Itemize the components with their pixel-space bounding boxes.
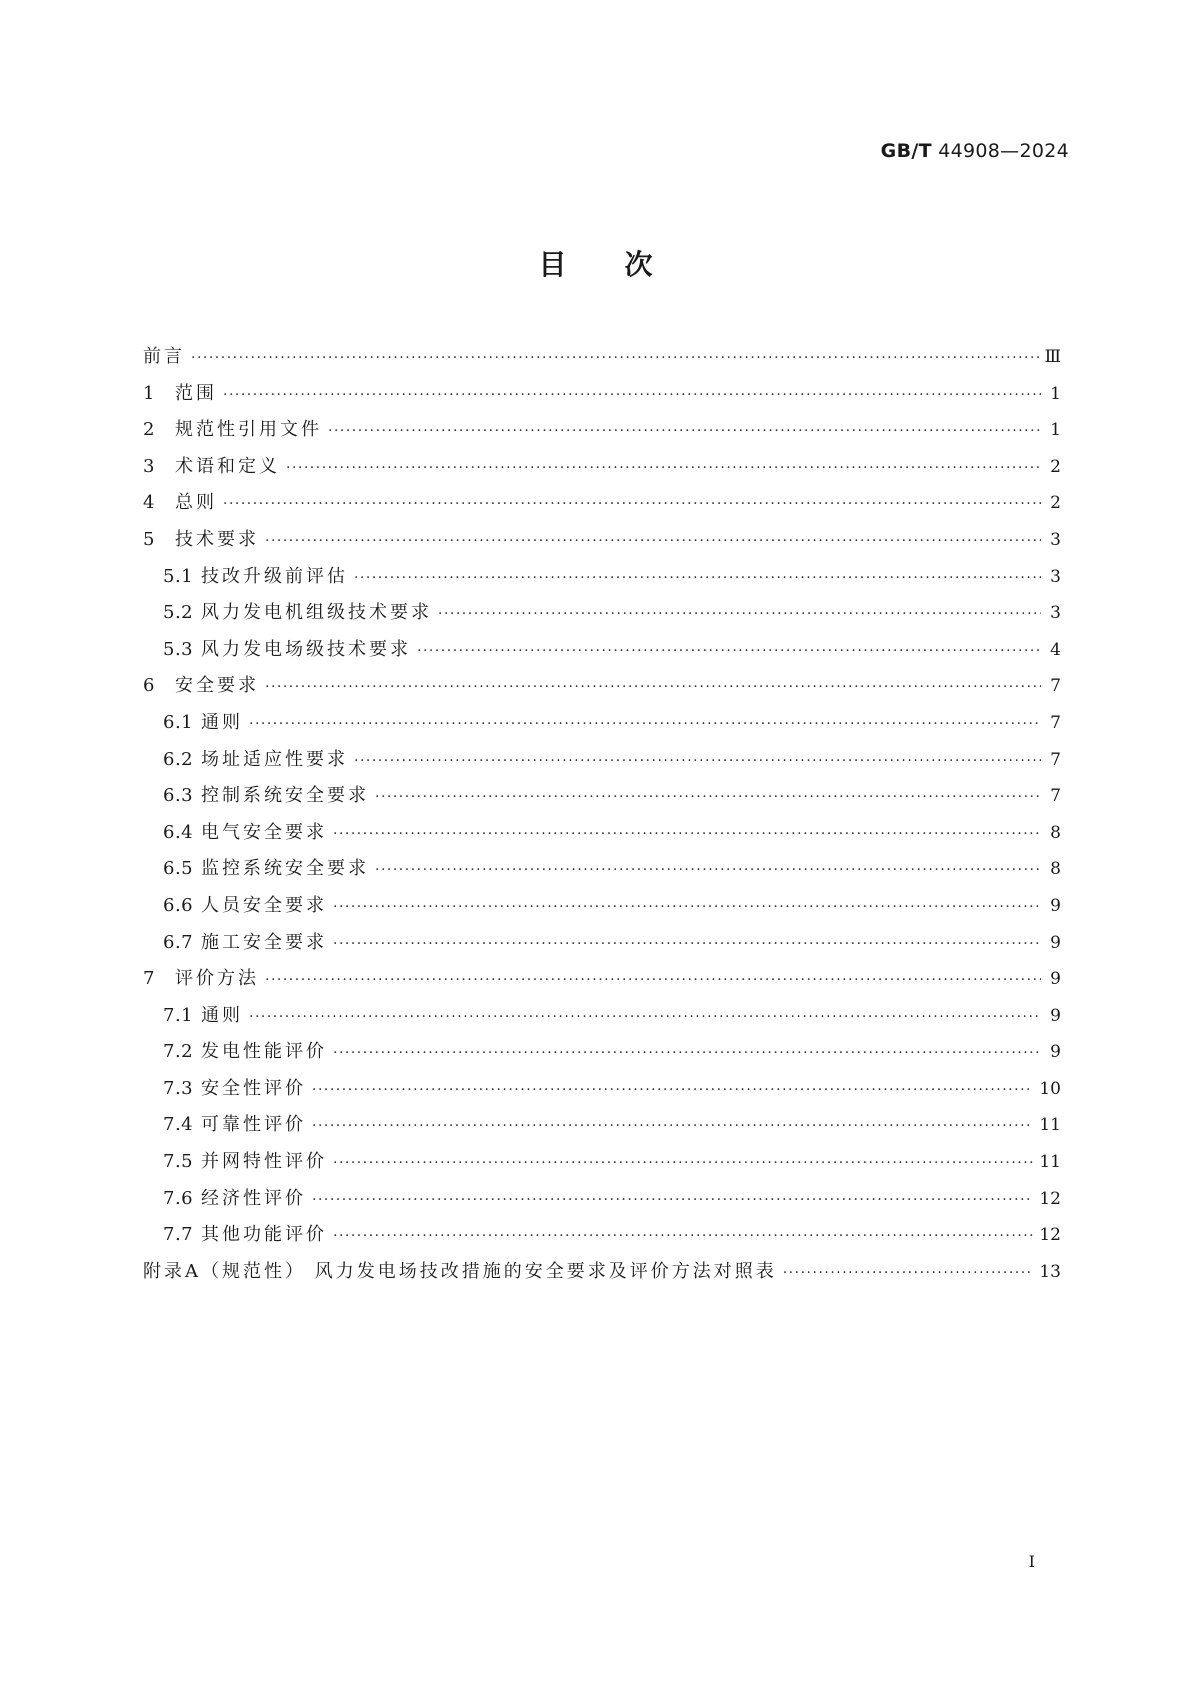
toc-entry-number: 3 xyxy=(143,455,155,477)
toc-leader-dots xyxy=(328,423,1041,439)
toc-entry[interactable] xyxy=(143,415,1061,452)
toc-entry-label: 场址适应性要求 xyxy=(201,748,348,770)
toc-entry-page: 13 xyxy=(1039,1261,1061,1282)
toc-entry-label: 范围 xyxy=(175,382,217,404)
toc-entry-page: 2 xyxy=(1050,493,1061,514)
toc-leader-dots xyxy=(333,1228,1033,1244)
toc-entry-label: 规范性引用文件 xyxy=(175,419,322,441)
toc-entry-page: 9 xyxy=(1050,1042,1061,1063)
toc-entry-number: 7.3 xyxy=(163,1077,194,1099)
toc-entry[interactable] xyxy=(143,1184,1061,1221)
toc-entry[interactable] xyxy=(143,525,1061,562)
toc-entry-label: 附录A（规范性） 风力发电场技改措施的安全要求及评价方法对照表 xyxy=(143,1260,777,1282)
toc-entry-number: 7.4 xyxy=(163,1114,194,1136)
toc-entry-label: 控制系统安全要求 xyxy=(201,785,369,807)
toc-entry-number: 6.3 xyxy=(163,785,194,807)
toc-leader-dots xyxy=(333,936,1041,952)
toc-leader-dots xyxy=(333,826,1041,842)
toc-entry[interactable] xyxy=(143,708,1061,745)
toc-entry[interactable] xyxy=(143,1074,1061,1111)
toc-entry-label: 安全性评价 xyxy=(201,1077,306,1099)
toc-entry-number: 7.2 xyxy=(163,1041,194,1063)
toc-entry[interactable] xyxy=(143,745,1061,782)
toc-entry[interactable] xyxy=(143,671,1061,708)
toc-entry-page: 10 xyxy=(1039,1078,1061,1099)
toc-entry-page: 9 xyxy=(1050,895,1061,916)
toc-leader-dots xyxy=(265,533,1041,549)
toc-entry-page: 1 xyxy=(1050,420,1061,441)
toc-leader-dots xyxy=(312,1118,1033,1134)
toc-entry-number: 4 xyxy=(143,492,155,514)
toc-entry[interactable] xyxy=(143,964,1061,1001)
toc-entry[interactable] xyxy=(143,562,1061,599)
toc-entry-number: 6.1 xyxy=(163,711,194,733)
toc-entry-page: 7 xyxy=(1050,712,1061,733)
toc-entry-page: 12 xyxy=(1039,1225,1061,1246)
toc-entry-label: 监控系统安全要求 xyxy=(201,858,369,880)
toc-entry-number: 5.1 xyxy=(163,565,194,587)
toc-leader-dots xyxy=(249,716,1041,732)
toc-entry-number: 1 xyxy=(143,382,155,404)
toc-entry[interactable] xyxy=(143,379,1061,416)
toc-leader-dots xyxy=(249,1009,1041,1025)
toc-entry-page: 1 xyxy=(1050,383,1061,404)
toc-entry[interactable] xyxy=(143,781,1061,818)
toc-leader-dots xyxy=(783,1265,1034,1281)
standard-code-prefix: GB/T xyxy=(880,140,932,162)
toc-entry-page: 9 xyxy=(1050,969,1061,990)
toc-entry-page: 9 xyxy=(1050,1005,1061,1026)
toc-entry-label: 安全要求 xyxy=(175,675,259,697)
toc-entry-label: 风力发电机组级技术要求 xyxy=(201,602,432,624)
toc-entry[interactable] xyxy=(143,1001,1061,1038)
toc-leader-dots xyxy=(333,1045,1041,1061)
toc-entry-page: 9 xyxy=(1050,932,1061,953)
toc-entry-label: 术语和定义 xyxy=(175,455,280,477)
toc-leader-dots xyxy=(265,679,1041,695)
toc-entry-label: 经济性评价 xyxy=(201,1187,306,1209)
toc-entry-number: 7.6 xyxy=(163,1187,194,1209)
toc-entry-number: 6.2 xyxy=(163,748,194,770)
toc-leader-dots xyxy=(417,643,1041,659)
toc-leader-dots xyxy=(312,1082,1033,1098)
toc-entry-page: 8 xyxy=(1050,859,1061,880)
toc-leader-dots xyxy=(191,350,1039,366)
toc-entry-number: 6.5 xyxy=(163,858,194,880)
toc-entry-label: 技术要求 xyxy=(175,528,259,550)
toc-entry-page: 4 xyxy=(1050,639,1061,660)
toc-entry[interactable] xyxy=(143,1147,1061,1184)
toc-entry[interactable] xyxy=(143,488,1061,525)
toc-entry-label: 其他功能评价 xyxy=(201,1224,327,1246)
toc-entry-page: 3 xyxy=(1050,529,1061,550)
toc-entry-label: 通则 xyxy=(201,711,243,733)
toc-entry-number: 6.4 xyxy=(163,821,194,843)
toc-entry-number: 6.7 xyxy=(163,931,194,953)
toc-entry-page: 7 xyxy=(1050,786,1061,807)
toc-entry-number: 7 xyxy=(143,968,155,990)
toc-entry-page: 11 xyxy=(1039,1152,1061,1173)
toc-entry-label: 技改升级前评估 xyxy=(201,565,348,587)
toc-entry-page: 2 xyxy=(1050,456,1061,477)
toc-entry-number: 6 xyxy=(143,675,155,697)
toc-entry-page: 3 xyxy=(1050,603,1061,624)
toc-leader-dots xyxy=(333,1155,1033,1171)
toc-entry[interactable] xyxy=(143,1037,1061,1074)
toc-entry[interactable] xyxy=(143,452,1061,489)
toc-entry[interactable] xyxy=(143,1110,1061,1147)
toc-entry[interactable] xyxy=(143,1257,1061,1294)
toc-entry-number: 7.7 xyxy=(163,1224,194,1246)
toc-leader-dots xyxy=(286,460,1041,476)
toc-entry-label: 人员安全要求 xyxy=(201,894,327,916)
toc-entry-number: 7.5 xyxy=(163,1151,194,1173)
toc-entry-label: 并网特性评价 xyxy=(201,1151,327,1173)
toc-entry-page: 11 xyxy=(1039,1115,1061,1136)
toc-entry[interactable] xyxy=(143,635,1061,672)
toc-leader-dots xyxy=(265,972,1041,988)
toc-entry-label: 施工安全要求 xyxy=(201,931,327,953)
standard-code xyxy=(881,140,1069,162)
toc-leader-dots xyxy=(223,496,1041,512)
toc-entry-page: 3 xyxy=(1050,566,1061,587)
toc-leader-dots xyxy=(354,570,1041,586)
toc-entry-page: 12 xyxy=(1039,1188,1061,1209)
standard-code-number: 44908—2024 xyxy=(938,140,1069,162)
toc-entry-label: 电气安全要求 xyxy=(201,821,327,843)
page-number: I xyxy=(1028,1552,1035,1571)
toc-entry-number: 2 xyxy=(143,419,155,441)
toc-entry-label: 通则 xyxy=(201,1004,243,1026)
toc-entry[interactable] xyxy=(143,928,1061,965)
toc-entry[interactable] xyxy=(143,818,1061,855)
toc-leader-dots xyxy=(438,606,1041,622)
page-title: 目次 xyxy=(538,248,711,281)
toc-entry[interactable] xyxy=(143,1220,1061,1257)
toc-entry-number: 5.3 xyxy=(163,638,194,660)
toc-entry-page: 7 xyxy=(1050,676,1061,697)
toc-entry-number: 6.6 xyxy=(163,894,194,916)
toc-entry-label: 评价方法 xyxy=(175,968,259,990)
toc-leader-dots xyxy=(333,899,1041,915)
toc-entry[interactable] xyxy=(143,342,1061,379)
toc-leader-dots xyxy=(312,1192,1033,1208)
toc-leader-dots xyxy=(354,753,1041,769)
toc-entry[interactable] xyxy=(143,891,1061,928)
toc-entry-number: 7.1 xyxy=(163,1004,194,1026)
toc-entry[interactable] xyxy=(143,854,1061,891)
toc-entry-page: 7 xyxy=(1050,749,1061,770)
toc-entry-label: 发电性能评价 xyxy=(201,1041,327,1063)
toc-entry[interactable] xyxy=(143,598,1061,635)
toc-entry-page: 8 xyxy=(1050,822,1061,843)
toc-entry-number: 5 xyxy=(143,528,155,550)
toc-entry-number: 5.2 xyxy=(163,602,194,624)
toc-entry-page: Ⅲ xyxy=(1044,347,1061,367)
toc-leader-dots xyxy=(223,387,1041,403)
toc-entry-label: 总则 xyxy=(175,492,217,514)
toc-leader-dots xyxy=(375,789,1041,805)
toc-entry-label: 前言 xyxy=(143,346,185,367)
toc-leader-dots xyxy=(375,862,1041,878)
toc-entry-label: 风力发电场级技术要求 xyxy=(201,638,411,660)
toc-entry-label: 可靠性评价 xyxy=(201,1114,306,1136)
table-of-contents xyxy=(143,342,1061,1293)
